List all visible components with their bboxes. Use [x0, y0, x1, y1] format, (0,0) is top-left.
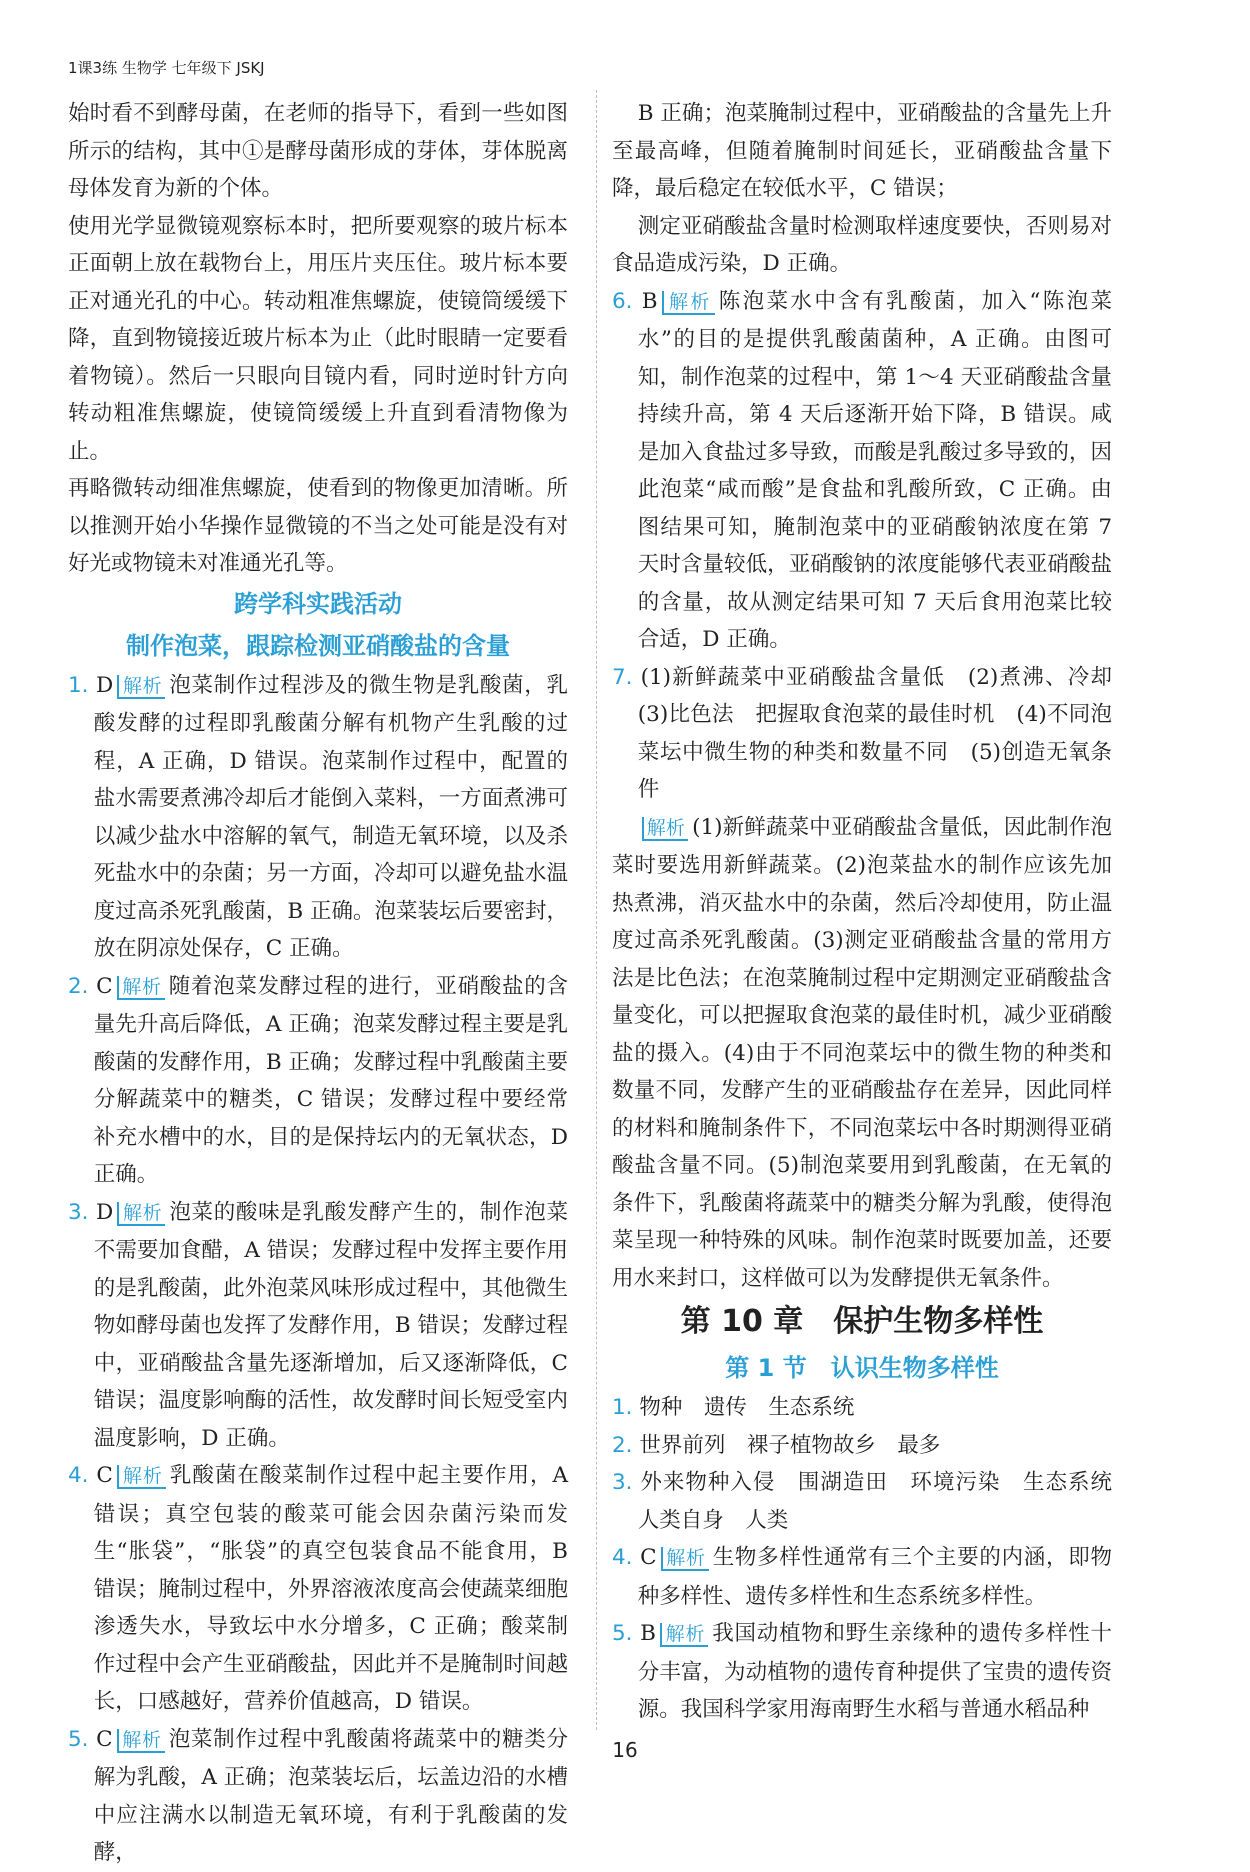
- intro-3: 再略微转动细准焦螺旋，使看到的物像更加清晰。所以推测开始小华操作显微镜的不当之处可能是没有对好光或物镜未对准通光孔等。: [68, 476, 568, 576]
- intro-1: 始时看不到酵母菌，在老师的指导下，看到一些如图所示的结构，其中①是酵母菌形成的芽体，芽体脱离母体发育为新的个体。: [68, 101, 568, 201]
- continued-text-2: 测定亚硝酸盐含量时检测取样速度要快，否则易对食品造成污染，D 正确。: [612, 213, 1112, 276]
- intro-2: 使用光学显微镜观察标本时，把所要观察的玻片标本正面朝上放在载物台上，用压片夹压住。玻片标本要正对通光孔的中心。转动粗准焦螺旋，使镜筒缓缓下降，直到物镜接近玻片标本为止（此时眼睛一定要看着物镜）。然后一只眼向目镜内看，同时逆时针方向转动粗准焦螺旋，使镜筒缓缓上升直到看清物像为止。: [68, 213, 568, 464]
- page-header: 1课3练 生物学 七年级下 JSKJ: [68, 59, 265, 77]
- fill-answer: 2. 世界前列 裸子植物故乡 最多: [612, 1432, 941, 1458]
- column-divider: [596, 90, 597, 1730]
- page-number: 16: [612, 1738, 638, 1762]
- answer-s4: 4. C 解析 生物多样性通常有三个主要的内涵，即物种多样性、遗传多样性和生态系统多样性。: [612, 1545, 1112, 1609]
- activity-title: 跨学科实践活动: [234, 589, 402, 618]
- answer-item: 4. C 解析 乳酸菌在酸菜制作过程中起主要作用，A 错误；真空包装的酸菜可能会因杂菌污染而发生“胀袋”，“胀袋”的真空包装食品不能食用，B 错误；腌制过程中，外界溶液浓度高会使蔬菜细胞渗透失水，导致坛中水分增多，C 正确；酸菜制作过程中会产生亚硝酸盐，因此并不是腌制时间越长，口感越好，营养价值越高，D 错误。: [68, 1463, 568, 1714]
- continued-text-1: B 正确；泡菜腌制过程中，亚硝酸盐的含量先上升至最高峰，但随着腌制时间延长，亚硝酸盐含量下降，最后稳定在较低水平，C 错误；: [612, 101, 1112, 201]
- answer-6: 6. B 解析 陈泡菜水中含有乳酸菌，加入“陈泡菜水”的目的是提供乳酸菌菌种，A 正确。由图可知，制作泡菜的过程中，第 1～4 天亚硝酸盐含量持续升高，第 4 天后逐渐开始下降，B 错误。咸是加入食盐过多导致，而酸是乳酸过多导致的，因此泡菜“咸而酸”是食盐和乳酸所致，C 正确。由图结果可知，腌制泡菜中的亚硝酸钠浓度在第 7 天时含量较低，亚硝酸钠的浓度能够代表亚硝酸盐的含量，故从测定结果可知 7 天后食用泡菜比较合适，D 正确。: [612, 288, 1112, 652]
- answer-7-explanation: 解析 (1)新鲜蔬菜中亚硝酸盐含量低，因此制作泡菜时要选用新鲜蔬菜。(2)泡菜盐水的制作应该先加热煮沸，消灭盐水中的杂菌，然后冷却使用，防止温度过高杀死乳酸菌。(3)测定亚硝酸盐含量的常用方法是比色法；在泡菜腌制过程中定期测定亚硝酸盐含量变化，可以把握取食泡菜的最佳时机，减少亚硝酸盐的摄入。(4)由于不同泡菜坛中的微生物的种类和数量不同，发酵产生的亚硝酸盐存在差异，因此同样的材料和腌制条件下，不同泡菜坛中各时期测得亚硝酸盐含量不同。(5)制泡菜要用到乳酸菌，在无氧的条件下，乳酸菌将蔬菜中的糖类分解为乳酸，使得泡菜呈现一种特殊的风味。制作泡菜时既要加盖，还要用水来封口，这样做可以为发酵提供无氧条件。: [612, 814, 1112, 1291]
- fill-answer: 1. 物种 遗传 生态系统: [612, 1395, 855, 1420]
- answer-item: 2. C 解析 随着泡菜发酵过程的进行，亚硝酸盐的含量先升高后降低，A 正确；泡菜发酵过程主要是乳酸菌的发酵作用，B 正确；发酵过程中乳酸菌主要分解蔬菜中的糖类，C 错误；发酵过程中要经常补充水槽中的水，目的是保持坛内的无氧状态，D 正确。: [68, 973, 568, 1187]
- answer-item: 1. D 解析 泡菜制作过程涉及的微生物是乳酸菌，乳酸发酵的过程即乳酸菌分解有机物产生乳酸的过程，A 正确，D 错误。泡菜制作过程中，配置的盐水需要煮沸冷却后才能倒入菜料，一方面煮沸可以减少盐水中溶解的氧气，制造无氧环境，以及杀死盐水中的杂菌；另一方面，冷却可以避免盐水温度过高杀死乳酸菌，B 正确。泡菜装坛后要密封，放在阴凉处保存，C 正确。: [68, 672, 568, 961]
- fill-answer: 3. 外来物种入侵 围湖造田 环境污染 生态系统 人类自身 人类: [612, 1470, 1134, 1533]
- right-column: [612, 95, 1134, 1729]
- left-column: [68, 95, 568, 1872]
- answer-item: 3. D 解析 泡菜的酸味是乳酸发酵产生的，制作泡菜不需要加食醋，A 错误；发酵过程中发挥主要作用的是乳酸菌，此外泡菜风味形成过程中，其他微生物如酵母菌也发挥了发酵作用，B 错误；发酵过程中，亚硝酸盐含量先逐渐增加，后又逐渐降低，C 错误；温度影响酶的活性，故发酵时间长短受室内温度影响，D 正确。: [68, 1199, 568, 1451]
- answer-s5: 5. B 解析 我国动植物和野生亲缘种的遗传多样性十分丰富，为动植物的遗传育种提供了宝贵的遗传资源。我国科学家用海南野生水稻与普通水稻品种: [612, 1621, 1112, 1722]
- answer-7: 7. (1)新鲜蔬菜中亚硝酸盐含量低 (2)煮沸、冷却 (3)比色法 把握取食泡菜的最佳时机 (4)不同泡菜坛中微生物的种类和数量不同 (5)创造无氧条件: [612, 664, 1134, 802]
- chapter-title: 第 10 章 保护生物多样性: [680, 1304, 1044, 1339]
- activity-subtitle: 制作泡菜，跟踪检测亚硝酸盐的含量: [126, 631, 510, 660]
- answer-item: 5. C 解析 泡菜制作过程中乳酸菌将蔬菜中的糖类分解为乳酸，A 正确；泡菜装坛后，坛盖边沿的水槽中应注满水以制造无氧环境，有利于乳酸菌的发酵，: [68, 1726, 568, 1865]
- section-title: 第 1 节 认识生物多样性: [725, 1354, 999, 1382]
